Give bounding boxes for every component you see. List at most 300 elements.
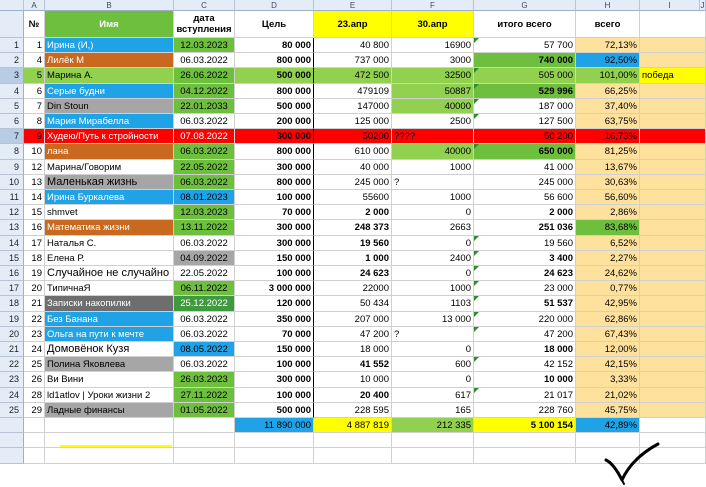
cell-note[interactable] bbox=[640, 53, 706, 68]
cell-apr23[interactable]: 40 800 bbox=[314, 38, 392, 53]
cell-note[interactable]: победа bbox=[640, 68, 706, 83]
header-apr30[interactable]: 30.апр bbox=[392, 11, 474, 38]
cell-apr30[interactable]: 1000 bbox=[392, 281, 474, 296]
row-header-20[interactable]: 20 bbox=[0, 327, 24, 342]
cell-name[interactable]: Ладные финансы bbox=[45, 403, 174, 418]
cell-num[interactable]: 25 bbox=[24, 357, 45, 372]
cell-num[interactable]: 14 bbox=[24, 190, 45, 205]
cell-pct[interactable]: 63,75% bbox=[576, 114, 640, 129]
row-header-empty[interactable] bbox=[0, 448, 24, 463]
cell-total[interactable]: 650 000 bbox=[474, 144, 576, 159]
cell-apr30[interactable]: 0 bbox=[392, 342, 474, 357]
cell-total[interactable]: 23 000 bbox=[474, 281, 576, 296]
cell-total[interactable]: 3 400 bbox=[474, 251, 576, 266]
cell-num[interactable]: 28 bbox=[24, 388, 45, 403]
row-header-10[interactable]: 10 bbox=[0, 175, 24, 190]
cell-apr30[interactable]: 16900 bbox=[392, 38, 474, 53]
cell-apr23[interactable]: 245 000 bbox=[314, 175, 392, 190]
cell-pct[interactable]: 6,52% bbox=[576, 236, 640, 251]
row-header-6[interactable]: 6 bbox=[0, 114, 24, 129]
column-letter-f[interactable]: F bbox=[392, 0, 474, 11]
cell-name[interactable]: Случайное не случайно bbox=[45, 266, 174, 281]
cell-goal[interactable]: 300 000 bbox=[235, 129, 314, 144]
cell-apr30[interactable]: 2663 bbox=[392, 220, 474, 235]
cell-apr30[interactable]: ? bbox=[392, 175, 474, 190]
cell-pct[interactable]: 67,43% bbox=[576, 327, 640, 342]
cell-total[interactable]: 740 000 bbox=[474, 53, 576, 68]
select-all-corner[interactable] bbox=[0, 0, 24, 11]
cell-date[interactable]: 06.03.2022 bbox=[174, 312, 235, 327]
cell-apr30[interactable]: 2400 bbox=[392, 251, 474, 266]
cell-date[interactable]: 12.03.2023 bbox=[174, 205, 235, 220]
cell-apr23[interactable]: 737 000 bbox=[314, 53, 392, 68]
cell-apr23[interactable]: 472 500 bbox=[314, 68, 392, 83]
cell-goal[interactable]: 80 000 bbox=[235, 38, 314, 53]
cell-name[interactable]: ld1atlov | Уроки жизни 2 bbox=[45, 388, 174, 403]
column-letter-j[interactable]: J bbox=[700, 1, 705, 10]
column-letter-c[interactable]: C bbox=[174, 0, 235, 11]
cell-goal[interactable]: 3 000 000 bbox=[235, 281, 314, 296]
cell-apr30[interactable]: 3000 bbox=[392, 53, 474, 68]
cell-note[interactable] bbox=[640, 403, 706, 418]
cell-num[interactable]: 21 bbox=[24, 296, 45, 311]
cell-date[interactable]: 22.01.2033 bbox=[174, 99, 235, 114]
cell-pct[interactable]: 24,62% bbox=[576, 266, 640, 281]
cell-name[interactable]: ТипичнаЯ bbox=[45, 281, 174, 296]
cell-num[interactable]: 18 bbox=[24, 251, 45, 266]
cell-apr23[interactable]: 207 000 bbox=[314, 312, 392, 327]
cell-note[interactable] bbox=[640, 114, 706, 129]
cell-num[interactable]: 6 bbox=[24, 84, 45, 99]
cell-pct[interactable]: 42,15% bbox=[576, 357, 640, 372]
cell-pct[interactable]: 66,25% bbox=[576, 84, 640, 99]
cell-num[interactable]: 1 bbox=[24, 38, 45, 53]
cell-goal[interactable]: 70 000 bbox=[235, 327, 314, 342]
row-header-16[interactable]: 16 bbox=[0, 266, 24, 281]
cell-goal[interactable]: 800 000 bbox=[235, 144, 314, 159]
cell-apr23[interactable]: 41 552 bbox=[314, 357, 392, 372]
row-header-2[interactable]: 2 bbox=[0, 53, 24, 68]
cell-num[interactable]: 26 bbox=[24, 372, 45, 387]
cell-date[interactable]: 04.09.2022 bbox=[174, 251, 235, 266]
cell-num[interactable]: 9 bbox=[24, 129, 45, 144]
cell-apr23[interactable]: 18 000 bbox=[314, 342, 392, 357]
row-header-14[interactable]: 14 bbox=[0, 236, 24, 251]
cell-total[interactable]: 50 200 bbox=[474, 129, 576, 144]
header-goal[interactable]: Цель bbox=[235, 11, 314, 38]
cell-apr30[interactable]: 600 bbox=[392, 357, 474, 372]
cell-apr30[interactable]: 40000 bbox=[392, 144, 474, 159]
cell-empty[interactable] bbox=[45, 448, 174, 463]
cell-pct[interactable]: 42,95% bbox=[576, 296, 640, 311]
column-letter-e[interactable]: E bbox=[314, 0, 392, 11]
cell-total[interactable]: 57 700 bbox=[474, 38, 576, 53]
cell-apr30[interactable]: 1103 bbox=[392, 296, 474, 311]
row-header-1[interactable]: 1 bbox=[0, 38, 24, 53]
cell-apr30[interactable]: 0 bbox=[392, 205, 474, 220]
cell-apr30[interactable]: 0 bbox=[392, 266, 474, 281]
row-header-title[interactable] bbox=[0, 11, 24, 38]
cell-total[interactable]: 19 560 bbox=[474, 236, 576, 251]
cell-apr30[interactable]: 50887 bbox=[392, 84, 474, 99]
cell-date[interactable]: 06.03.2022 bbox=[174, 327, 235, 342]
cell-num[interactable]: 12 bbox=[24, 160, 45, 175]
cell-empty[interactable] bbox=[474, 433, 576, 448]
cell-date[interactable]: 06.03.2022 bbox=[174, 114, 235, 129]
cell-name[interactable]: Ви Вини bbox=[45, 372, 174, 387]
cell-blank[interactable] bbox=[174, 418, 235, 433]
header-total[interactable]: итого всего bbox=[474, 11, 576, 38]
cell-pct[interactable]: 3,33% bbox=[576, 372, 640, 387]
cell-name[interactable]: Худею/Путь к стройности bbox=[45, 129, 174, 144]
cell-total[interactable]: 21 017 bbox=[474, 388, 576, 403]
cell-pct[interactable]: 56,60% bbox=[576, 190, 640, 205]
row-header-17[interactable]: 17 bbox=[0, 281, 24, 296]
cell-num[interactable]: 24 bbox=[24, 342, 45, 357]
cell-num[interactable]: 29 bbox=[24, 403, 45, 418]
cell-blank[interactable] bbox=[24, 418, 45, 433]
cell-num[interactable]: 23 bbox=[24, 327, 45, 342]
row-header-4[interactable]: 4 bbox=[0, 84, 24, 99]
cell-num[interactable]: 22 bbox=[24, 312, 45, 327]
cell-date[interactable]: 04.12.2022 bbox=[174, 84, 235, 99]
cell-name[interactable]: Наталья С. bbox=[45, 236, 174, 251]
row-header-22[interactable]: 22 bbox=[0, 357, 24, 372]
cell-goal[interactable]: 350 000 bbox=[235, 312, 314, 327]
row-header-13[interactable]: 13 bbox=[0, 220, 24, 235]
column-letter-h[interactable]: H bbox=[576, 0, 640, 11]
cell-date[interactable]: 06.03.2022 bbox=[174, 144, 235, 159]
cell-note[interactable] bbox=[640, 236, 706, 251]
cell-apr30[interactable]: 32500 bbox=[392, 68, 474, 83]
cell-apr23[interactable]: 147000 bbox=[314, 99, 392, 114]
row-header-8[interactable]: 8 bbox=[0, 144, 24, 159]
cell-total[interactable]: 51 537 bbox=[474, 296, 576, 311]
cell-note[interactable] bbox=[640, 266, 706, 281]
cell-apr23[interactable]: 125 000 bbox=[314, 114, 392, 129]
row-header-24[interactable]: 24 bbox=[0, 388, 24, 403]
row-header-15[interactable]: 15 bbox=[0, 251, 24, 266]
cell-goal[interactable]: 800 000 bbox=[235, 84, 314, 99]
cell-total[interactable]: 505 000 bbox=[474, 68, 576, 83]
cell-num[interactable]: 17 bbox=[24, 236, 45, 251]
row-header-12[interactable]: 12 bbox=[0, 205, 24, 220]
cell-apr23[interactable]: 1 000 bbox=[314, 251, 392, 266]
cell-num[interactable]: 15 bbox=[24, 205, 45, 220]
cell-note[interactable] bbox=[640, 281, 706, 296]
cell-total[interactable]: 251 036 bbox=[474, 220, 576, 235]
cell-pct[interactable]: 62,86% bbox=[576, 312, 640, 327]
cell-goal[interactable]: 800 000 bbox=[235, 175, 314, 190]
cell-pct[interactable]: 101,00% bbox=[576, 68, 640, 83]
cell-apr23[interactable]: 50 434 bbox=[314, 296, 392, 311]
cell-total[interactable]: 529 996 bbox=[474, 84, 576, 99]
column-letter-b[interactable]: B bbox=[45, 0, 174, 11]
cell-total[interactable]: 56 600 bbox=[474, 190, 576, 205]
cell-date[interactable]: 12.03.2023 bbox=[174, 38, 235, 53]
cell-goal[interactable]: 800 000 bbox=[235, 53, 314, 68]
cell-name[interactable]: Марина/Говорим bbox=[45, 160, 174, 175]
cell-goal[interactable]: 500 000 bbox=[235, 403, 314, 418]
cell-date[interactable]: 06.03.2022 bbox=[174, 175, 235, 190]
cell-total[interactable]: 24 623 bbox=[474, 266, 576, 281]
cell-empty[interactable] bbox=[174, 448, 235, 463]
cell-total[interactable]: 18 000 bbox=[474, 342, 576, 357]
cell-name[interactable]: Ирина Буркалева bbox=[45, 190, 174, 205]
cell-note[interactable] bbox=[640, 327, 706, 342]
cell-name[interactable]: Ольга на пути к мечте bbox=[45, 327, 174, 342]
total-apr23[interactable]: 4 887 819 bbox=[314, 418, 392, 433]
error-indicator-icon bbox=[474, 114, 479, 119]
cell-note[interactable] bbox=[640, 144, 706, 159]
handwritten-checkmark bbox=[600, 440, 670, 487]
cell-goal[interactable]: 100 000 bbox=[235, 357, 314, 372]
header-date[interactable] bbox=[174, 11, 235, 38]
cell-date[interactable]: 01.05.2022 bbox=[174, 403, 235, 418]
cell-num[interactable]: 8 bbox=[24, 114, 45, 129]
cell-pct[interactable]: 16,73% bbox=[576, 129, 640, 144]
cell-pct[interactable]: 83,68% bbox=[576, 220, 640, 235]
cell-name[interactable]: Елена Р. bbox=[45, 251, 174, 266]
cell-apr30[interactable]: 0 bbox=[392, 372, 474, 387]
cell-apr23[interactable]: 22000 bbox=[314, 281, 392, 296]
cell-apr23[interactable]: 47 200 bbox=[314, 327, 392, 342]
cell-date[interactable]: 22.05.2022 bbox=[174, 160, 235, 175]
cell-apr23[interactable]: 610 000 bbox=[314, 144, 392, 159]
cell-goal[interactable]: 300 000 bbox=[235, 372, 314, 387]
cell-total[interactable]: 220 000 bbox=[474, 312, 576, 327]
row-header-3[interactable]: 3 bbox=[0, 68, 24, 83]
cell-note[interactable] bbox=[640, 129, 706, 144]
cell-name[interactable]: лана bbox=[45, 144, 174, 159]
cell-blank[interactable] bbox=[45, 418, 174, 433]
cell-note[interactable] bbox=[640, 38, 706, 53]
cell-note[interactable] bbox=[640, 372, 706, 387]
cell-num[interactable]: 13 bbox=[24, 175, 45, 190]
cell-note[interactable] bbox=[640, 205, 706, 220]
cell-date[interactable]: 25.12.2022 bbox=[174, 296, 235, 311]
cell-pct[interactable]: 81,25% bbox=[576, 144, 640, 159]
column-letter-i[interactable]: I bbox=[640, 0, 700, 11]
row-header-25[interactable]: 25 bbox=[0, 403, 24, 418]
cell-date[interactable]: 08.05.2022 bbox=[174, 342, 235, 357]
cell-goal[interactable]: 100 000 bbox=[235, 190, 314, 205]
error-indicator-icon bbox=[474, 312, 479, 317]
cell-empty[interactable] bbox=[314, 448, 392, 463]
cell-num[interactable]: 20 bbox=[24, 281, 45, 296]
row-header-7[interactable]: 7 bbox=[0, 129, 24, 144]
column-letter-a[interactable]: A bbox=[24, 0, 45, 11]
cell-apr30[interactable]: 165 bbox=[392, 403, 474, 418]
cell-name[interactable]: Математика жизни bbox=[45, 220, 174, 235]
total-pct[interactable]: 42,89% bbox=[576, 418, 640, 433]
cell-apr30[interactable]: 1000 bbox=[392, 190, 474, 205]
cell-empty[interactable] bbox=[314, 433, 392, 448]
row-header-5[interactable]: 5 bbox=[0, 99, 24, 114]
cell-apr23[interactable]: 19 560 bbox=[314, 236, 392, 251]
cell-apr30[interactable]: 13 000 bbox=[392, 312, 474, 327]
cell-note[interactable] bbox=[640, 388, 706, 403]
row-header-9[interactable]: 9 bbox=[0, 160, 24, 175]
cell-total[interactable]: 187 000 bbox=[474, 99, 576, 114]
cell-pct[interactable]: 21,02% bbox=[576, 388, 640, 403]
cell-goal[interactable]: 500 000 bbox=[235, 68, 314, 83]
cell-note[interactable] bbox=[640, 220, 706, 235]
cell-date[interactable]: 06.03.2022 bbox=[174, 357, 235, 372]
cell-goal[interactable]: 500 000 bbox=[235, 99, 314, 114]
error-indicator-icon bbox=[474, 144, 479, 149]
cell-num[interactable]: 4 bbox=[24, 53, 45, 68]
cell-note[interactable] bbox=[640, 190, 706, 205]
cell-date[interactable]: 06.03.2022 bbox=[174, 53, 235, 68]
cell-goal[interactable]: 200 000 bbox=[235, 114, 314, 129]
cell-name[interactable]: Без Банана bbox=[45, 312, 174, 327]
cell-pct[interactable]: 45,75% bbox=[576, 403, 640, 418]
cell-note[interactable] bbox=[640, 357, 706, 372]
cell-date[interactable]: 27.11.2022 bbox=[174, 388, 235, 403]
row-header-21[interactable]: 21 bbox=[0, 342, 24, 357]
cell-empty[interactable] bbox=[392, 433, 474, 448]
header-num[interactable]: № bbox=[24, 11, 45, 38]
cell-total[interactable]: 47 200 bbox=[474, 327, 576, 342]
cell-pct[interactable]: 0,77% bbox=[576, 281, 640, 296]
cell-apr30[interactable]: ? bbox=[392, 327, 474, 342]
cell-total[interactable]: 127 500 bbox=[474, 114, 576, 129]
cell-note[interactable] bbox=[640, 99, 706, 114]
cell-empty[interactable] bbox=[474, 448, 576, 463]
cell-apr30[interactable]: 0 bbox=[392, 236, 474, 251]
cell-name[interactable]: Ирина (И,) bbox=[45, 38, 174, 53]
cell-date[interactable]: 07.08.2022 bbox=[174, 129, 235, 144]
cell-apr23[interactable]: 20 400 bbox=[314, 388, 392, 403]
cell-empty[interactable] bbox=[235, 448, 314, 463]
cell-empty[interactable] bbox=[24, 448, 45, 463]
cell-apr23[interactable]: 479109 bbox=[314, 84, 392, 99]
total-apr30[interactable]: 212 335 bbox=[392, 418, 474, 433]
cell-apr23[interactable]: 50200 bbox=[314, 129, 392, 144]
cell-goal[interactable]: 300 000 bbox=[235, 220, 314, 235]
cell-goal[interactable]: 70 000 bbox=[235, 205, 314, 220]
cell-pct[interactable]: 30,63% bbox=[576, 175, 640, 190]
total-total[interactable]: 5 100 154 bbox=[474, 418, 576, 433]
cell-empty[interactable] bbox=[24, 433, 45, 448]
cell-note[interactable] bbox=[640, 312, 706, 327]
cell-apr30[interactable]: 2500 bbox=[392, 114, 474, 129]
cell-goal[interactable]: 300 000 bbox=[235, 160, 314, 175]
cell-goal[interactable]: 100 000 bbox=[235, 388, 314, 403]
cell-apr23[interactable]: 2 000 bbox=[314, 205, 392, 220]
cell-goal[interactable]: 300 000 bbox=[235, 236, 314, 251]
cell-name[interactable]: Маленькая жизнь bbox=[45, 175, 174, 190]
cell-name[interactable]: Мария Мирабелла bbox=[45, 114, 174, 129]
row-header-18[interactable]: 18 bbox=[0, 296, 24, 311]
cell-date[interactable]: 08.01.2023 bbox=[174, 190, 235, 205]
cell-pct[interactable]: 12,00% bbox=[576, 342, 640, 357]
cell-num[interactable]: 19 bbox=[24, 266, 45, 281]
cell-total[interactable]: 10 000 bbox=[474, 372, 576, 387]
cell-goal[interactable]: 120 000 bbox=[235, 296, 314, 311]
cell-name[interactable]: Лилёк М bbox=[45, 53, 174, 68]
cell-pct[interactable]: 72,13% bbox=[576, 38, 640, 53]
cell-name[interactable]: Din Stoun bbox=[45, 99, 174, 114]
cell-total[interactable]: 245 000 bbox=[474, 175, 576, 190]
header-total-all[interactable]: всего bbox=[576, 11, 640, 38]
row-header-empty[interactable] bbox=[0, 433, 24, 448]
row-header-totals[interactable] bbox=[0, 418, 24, 433]
cell-pct[interactable]: 37,40% bbox=[576, 99, 640, 114]
cell-apr23[interactable]: 10 000 bbox=[314, 372, 392, 387]
cell-pct[interactable]: 92,50% bbox=[576, 53, 640, 68]
cell-note[interactable] bbox=[640, 160, 706, 175]
cell-name[interactable]: Полина Яковлева bbox=[45, 357, 174, 372]
cell-num[interactable]: 7 bbox=[24, 99, 45, 114]
cell-num[interactable]: 16 bbox=[24, 220, 45, 235]
cell-name[interactable]: Записки накопилки bbox=[45, 296, 174, 311]
cell-apr23[interactable]: 55600 bbox=[314, 190, 392, 205]
cell-date[interactable]: 26.03.2023 bbox=[174, 372, 235, 387]
cell-date[interactable]: 26.06.2022 bbox=[174, 68, 235, 83]
cell-apr23[interactable]: 40 000 bbox=[314, 160, 392, 175]
cell-total[interactable]: 41 000 bbox=[474, 160, 576, 175]
cell-name[interactable]: Серые будни bbox=[45, 84, 174, 99]
cell-pct[interactable]: 13,67% bbox=[576, 160, 640, 175]
cell-note[interactable] bbox=[640, 251, 706, 266]
cell-total[interactable]: 42 152 bbox=[474, 357, 576, 372]
cell-apr30[interactable]: ???? bbox=[392, 129, 474, 144]
cell-name[interactable]: Марина А. bbox=[45, 68, 174, 83]
cell-pct[interactable]: 2,86% bbox=[576, 205, 640, 220]
cell-goal[interactable]: 150 000 bbox=[235, 251, 314, 266]
cell-note[interactable] bbox=[640, 175, 706, 190]
cell-num[interactable]: 10 bbox=[24, 144, 45, 159]
cell-total[interactable]: 228 760 bbox=[474, 403, 576, 418]
cell-note[interactable] bbox=[640, 296, 706, 311]
cell-name[interactable]: shmvet bbox=[45, 205, 174, 220]
cell-apr23[interactable]: 24 623 bbox=[314, 266, 392, 281]
cell-date[interactable]: 13.11.2022 bbox=[174, 220, 235, 235]
cell-name[interactable]: Домовёнок Кузя bbox=[45, 342, 174, 357]
column-letter-d[interactable]: D bbox=[235, 0, 314, 11]
column-letter-g[interactable]: G bbox=[474, 0, 576, 11]
cell-pct[interactable]: 2,27% bbox=[576, 251, 640, 266]
cell-empty[interactable] bbox=[174, 433, 235, 448]
row-header-11[interactable]: 11 bbox=[0, 190, 24, 205]
cell-note[interactable] bbox=[640, 342, 706, 357]
cell-date[interactable]: 06.11.2022 bbox=[174, 281, 235, 296]
header-name[interactable]: Имя bbox=[45, 11, 174, 38]
cell-blank[interactable] bbox=[640, 418, 706, 433]
cell-apr23[interactable]: 228 595 bbox=[314, 403, 392, 418]
row-header-19[interactable]: 19 bbox=[0, 312, 24, 327]
row-header-23[interactable]: 23 bbox=[0, 372, 24, 387]
header-apr23[interactable]: 23.апр bbox=[314, 11, 392, 38]
cell-apr30[interactable]: 40000 bbox=[392, 99, 474, 114]
cell-goal[interactable]: 150 000 bbox=[235, 342, 314, 357]
cell-empty[interactable] bbox=[235, 433, 314, 448]
cell-total[interactable]: 2 000 bbox=[474, 205, 576, 220]
cell-apr23[interactable]: 248 373 bbox=[314, 220, 392, 235]
cell-goal[interactable]: 100 000 bbox=[235, 266, 314, 281]
cell-empty[interactable] bbox=[392, 448, 474, 463]
cell-date[interactable]: 06.03.2022 bbox=[174, 236, 235, 251]
cell-apr30[interactable]: 1000 bbox=[392, 160, 474, 175]
cell-note[interactable] bbox=[640, 84, 706, 99]
cell-date[interactable]: 22.05.2022 bbox=[174, 266, 235, 281]
cell-num[interactable]: 5 bbox=[24, 68, 45, 83]
header-note[interactable] bbox=[640, 11, 706, 38]
total-goal[interactable]: 11 890 000 bbox=[235, 418, 314, 433]
cell-apr30[interactable]: 617 bbox=[392, 388, 474, 403]
